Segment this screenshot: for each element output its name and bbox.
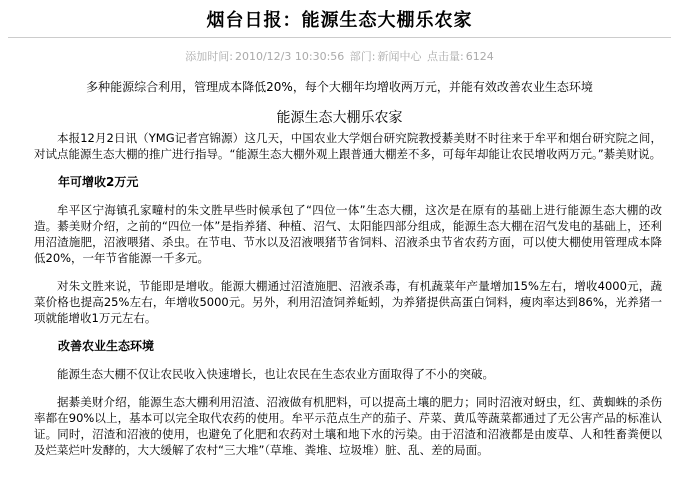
article-body (34, 130, 662, 470)
paragraph: 对朱文胜来说，节能即是增收。能源大棚通过沼渣施肥、沼液杀毒，有机蔬菜年产量增加15%左右，增收4000元，蔬菜价格也提高25%左右，年增收5000元。另外，利用沼渣饲养蚯蚓，为养猪提供高蛋白饲料，瘦肉率达到86%，光养猪一项就能增收1万元左右。 (34, 279, 662, 325)
department: 新闻中心 (377, 50, 422, 63)
dept-label: 部门: (349, 50, 376, 63)
title-divider (8, 37, 671, 38)
paragraph: 据綦美财介绍，能源生态大棚利用沼渣、沼液做有机肥料，可以提高土壤的肥力；同时沼液对蚜虫，红、黄蜘蛛的杀伤率都在90%以上，基本可以完全取代农药的使用。牟平示范点生产的茄子、芹菜、黄瓜等蔬菜都通过了无公害产品的标准认证。同时，沼渣和沼液的使用，也避免了化肥和农药对土壤和地下水的污染。由于沼渣和沼液都是由废草、人和牲畜粪便以及烂菜烂叶发酵的，大大缓解了农村“三大堆”（草堆、粪堆、垃圾堆）脏、乱、差的局面。 (34, 395, 662, 457)
section-heading: 年可增收2万元 (58, 175, 139, 189)
publish-time: 2010/12/3 10:30:56 (234, 50, 345, 63)
paragraph: 牟平区宁海镇孔家疃村的朱文胜早些时候承包了“四位一体”生态大棚，这次是在原有的基础上进行能源生态大棚的改造。綦美财介绍，之前的“四位一体”是指养猪、种植、沼气、太阳能四部分组成，能源生态大棚在沼气发电的基础上，还利用沼渣施肥，沼液喂猪、杀虫。在节电、节水以及沼液喂猪节省饲料、沼液杀虫节省农药方面，可以使大棚使用管理成本降低20%，一年节省能源一千多元。 (34, 203, 662, 265)
hits-label: 点击量: (427, 50, 464, 63)
time-label: 添加时间: (185, 50, 233, 63)
section-heading: 改善农业生态环境 (58, 339, 155, 353)
hit-count: 6124 (465, 50, 494, 63)
article-title: 烟台日报：能源生态大棚乐农家 (206, 10, 473, 31)
paragraph: 本报12月2日讯（YMG记者宫锦源）这几天，中国农业大学烟台研究院教授綦美财不时往来于牟平和烟台研究院之间，对试点能源生态大棚的推广进行指导。“能源生态大棚外观上跟普通大棚差不多，可每年却能让农民增收两万元。”綦美财说。 (34, 131, 662, 161)
article-subtitle: 能源生态大棚乐农家 (276, 110, 403, 126)
article-meta (0, 48, 679, 64)
article-summary: 多种能源综合利用，管理成本降低20%，每个大棚年均增收两万元，并能有效改善农业生态环境 (86, 80, 593, 94)
paragraph: 能源生态大棚不仅让农民收入快速增长，也让农民在生态农业方面取得了不小的突破。 (57, 367, 494, 381)
